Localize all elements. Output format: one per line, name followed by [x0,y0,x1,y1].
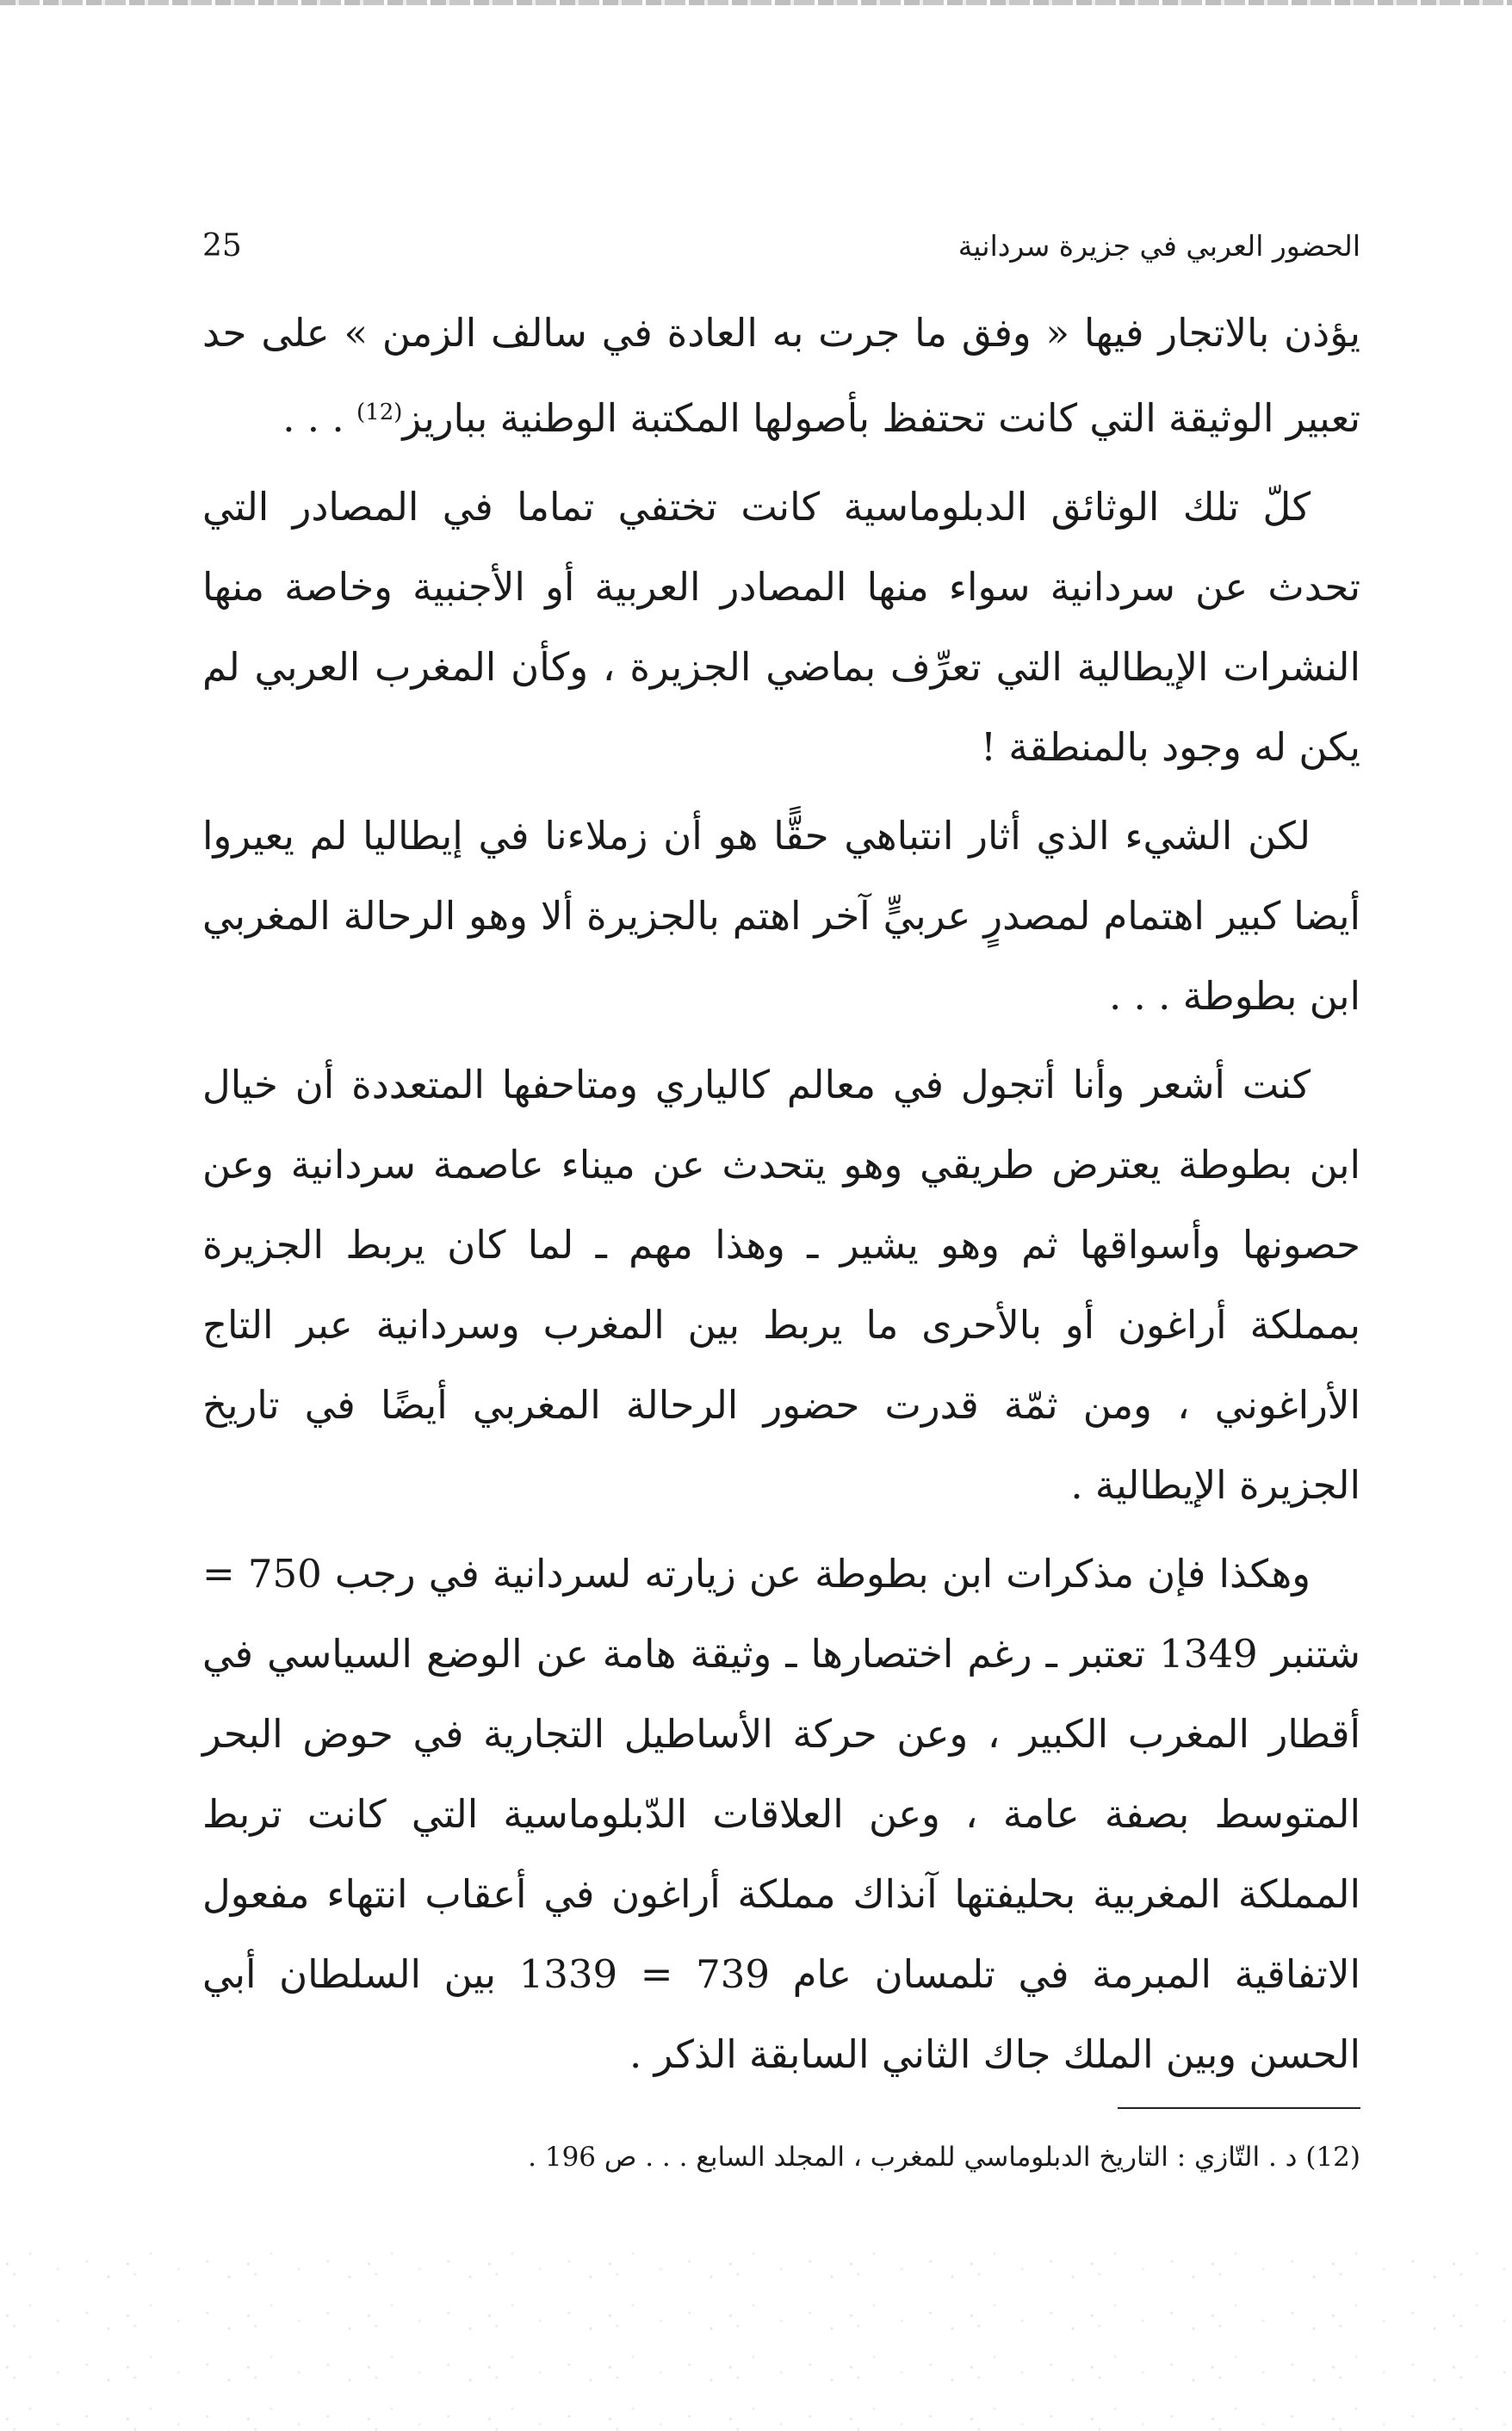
page-number: 25 [202,228,242,264]
running-title: الحضور العربي في جزيرة سردانية [957,229,1360,263]
paragraph: كنت أشعر وأنا أتجول في معالم كالياري ومتاحفها المتعددة أن خيال ابن بطوطة يعترض طريقي وهو يتحدث عن ميناء عاصمة سردانية وعن حصونها وأسواقها ثم وهو يشير ـ وهذا مهم ـ لما كان يربط الجزيرة بمملكة أراغون أو بالأحرى ما يربط بين المغرب وسردانية عبر التاج الأراغوني ، ومن ثمّة قدرت حضور الرحالة المغربي أيضًا في تاريخ الجزيرة الإيطالية . [202,1062,1360,1508]
paragraph-text: يؤذن بالاتجار فيها « وفق ما جرت به العادة في سالف الزمن » على حد تعبير الوثيقة التي كانت تحتفظ بأصولها المكتبة الوطنية بباريز [202,310,1360,441]
footnote: (12) د . التّازي : التاريخ الدبلوماسي للمغرب ، المجلد السابع . . . ص 196 . [528,2142,1360,2173]
body-text [202,293,1360,2103]
paragraph [202,293,1360,458]
scan-noise [0,2233,1512,2431]
footnote-reference: (12) [356,400,403,425]
paragraph: وهكذا فإن مذكرات ابن بطوطة عن زيارته لسردانية في رجب 750 = شتنبر 1349 تعتبر ـ رغم اختصارها ـ وثيقة هامة عن الوضع السياسي في أقطار المغرب الكبير ، وعن حركة الأساطيل التجارية في حوض البحر المتوسط بصفة عامة ، وعن العلاقات الدّبلوماسية التي كانت تربط المملكة المغربية بحليفتها آنذاك مملكة أراغون في أعقاب انتهاء مفعول الاتفاقية المبرمة في تلمسان عام 739 = 1339 بين السلطان أبي الحسن وبين الملك جاك الثاني السابقة الذكر . [202,1551,1361,2077]
paragraph-tail: . . . [282,395,357,441]
top-edge-rule [0,0,1512,5]
paragraph: لكن الشيء الذي أثار انتباهي حقًّا هو أن زملاءنا في إيطاليا لم يعيروا أيضا كبير اهتمام لمصدرٍ عربيٍّ آخر اهتم بالجزيرة ألا وهو الرحالة المغربي ابن بطوطة . . . [202,813,1360,1019]
paragraph: كلّ تلك الوثائق الدبلوماسية كانت تختفي تماما في المصادر التي تحدث عن سردانية سواء منها المصادر العربية أو الأجنبية وخاصة منها النشرات الإيطالية التي تعرِّف بماضي الجزيرة ، وكأن المغرب العربي لم يكن له وجود بالمنطقة ! [202,484,1360,770]
footnote-divider [1118,2107,1360,2109]
running-header [202,220,1360,272]
